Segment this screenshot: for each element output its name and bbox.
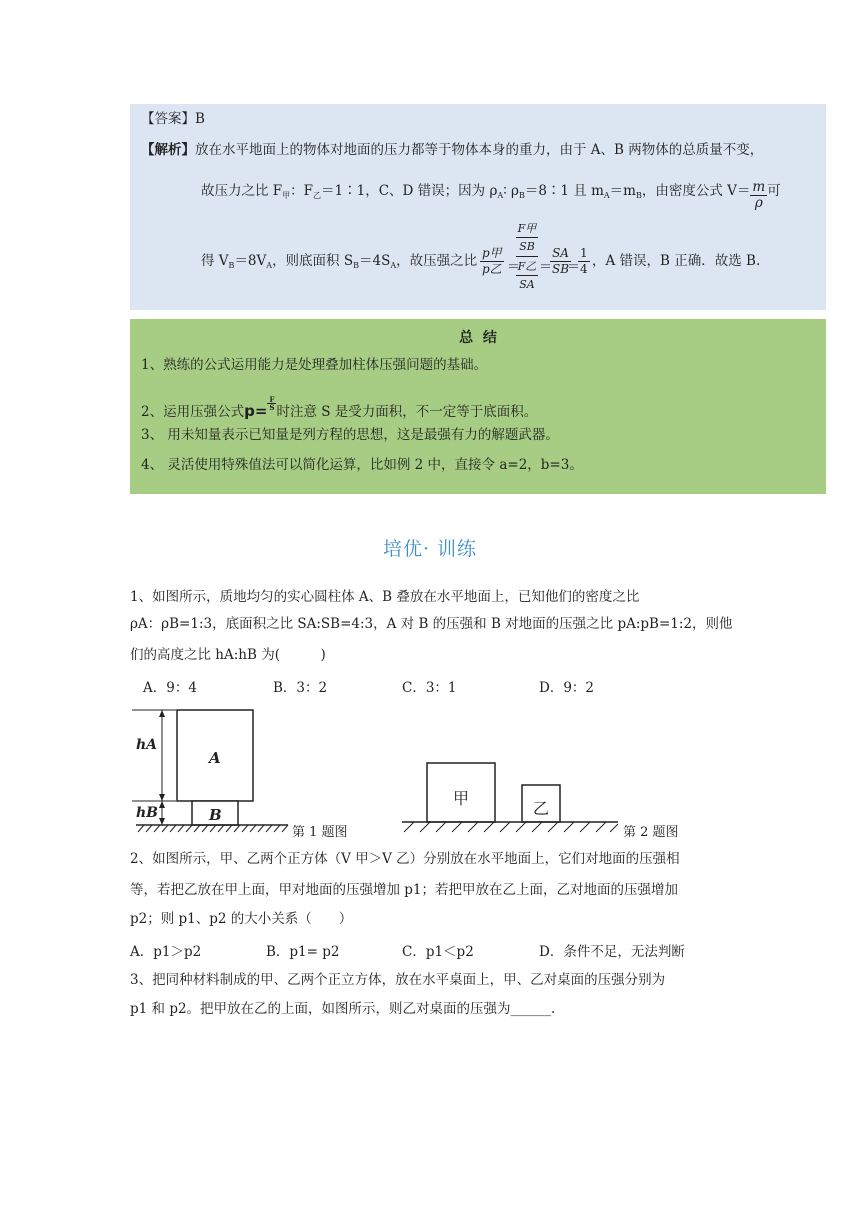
analysis-3b: ＝8V xyxy=(234,253,267,269)
q3-line-2: p1 和 p2。把甲放在乙的上面，如图所示，则乙对桌面的压强为______. xyxy=(130,1001,556,1017)
q2-option-b[interactable]: B．p1= p2 xyxy=(266,944,340,960)
ground-hatching xyxy=(404,822,618,832)
q1-line-1: 1、如图所示，质地均匀的实心圆柱体 A、B 叠放在水平地面上，已知他们的密度之比 xyxy=(130,589,640,605)
analysis-2-sub6: B xyxy=(635,191,642,200)
analysis-2-sub3: A xyxy=(497,191,504,200)
label-jia: 甲 xyxy=(453,789,470,808)
ground-hatching xyxy=(138,825,288,832)
analysis-line-3-tail: ，A 错误，B 正确．故选 B. xyxy=(592,253,761,269)
analysis-text-1: 放在水平地面上的物体对地面的压力都等于物体本身的重力，由于 A、B 两物体的总质量不变， xyxy=(195,142,764,158)
equals-sign-2: ＝ xyxy=(539,260,553,275)
analysis-line-1 xyxy=(141,141,763,159)
pressure-formula: p= xyxy=(244,402,268,420)
q1-option-c[interactable]: C．3：1 xyxy=(402,680,457,696)
analysis-2h: 可 xyxy=(767,183,781,199)
analysis-2-sub4: B xyxy=(518,191,525,200)
label-ha: hA xyxy=(136,737,158,753)
arrow-down-icon xyxy=(159,794,165,801)
q2-option-d[interactable]: D．条件不足，无法判断 xyxy=(539,944,685,960)
pressure-formula-fraction: $\frac{F}{S}$ xyxy=(269,395,275,412)
analysis-3a: 得 V xyxy=(201,253,229,269)
analysis-label: 【解析】 xyxy=(141,142,195,158)
equals-sign-1: ＝ xyxy=(507,260,521,275)
summary-item-2: 2、运用压强公式p= $\frac{F}{S}$ 时注意 S 是受力面积，不一定等于底面积。 xyxy=(141,395,538,420)
area-ratio-fraction: $\frac{SA}{SB}$ xyxy=(552,246,570,276)
label-a: A xyxy=(209,749,221,767)
analysis-line-3: 得 $V_B=8V_A$，则底面积 $S_B=4S_A$，故压强之比 xyxy=(201,253,478,270)
summary-title: 总 结 xyxy=(459,330,497,346)
label-b: B xyxy=(209,806,222,824)
q1-option-d[interactable]: D．9：2 xyxy=(539,680,595,696)
figure-2-caption: 第 2 题图 xyxy=(623,825,679,840)
answer-label: 【答案】 xyxy=(141,111,195,127)
force-area-fraction: F甲 SB F乙 SA xyxy=(517,222,537,291)
label-yi: 乙 xyxy=(533,799,550,818)
analysis-2-sub5: A xyxy=(603,191,610,200)
q2-line-3: p2；则 p1、p2 的大小关系（ ） xyxy=(130,911,353,927)
pressure-ratio-fraction: $\frac{\text{p甲}}{\text{p乙}}$ xyxy=(482,246,502,276)
q2-option-c[interactable]: C．p1＜p2 xyxy=(402,944,474,960)
figure-2-two-cubes xyxy=(398,760,623,840)
q1-option-a[interactable]: A．9：4 xyxy=(143,680,197,696)
q1-line-2: ρA：ρB=1:3，底面积之比 SA:SB=4:3，A 对 B 的压强和 B 对地面的压强之比 pA:pB=1:2，则他 xyxy=(130,616,733,632)
arrow-down-icon xyxy=(159,818,165,825)
summary-item-4: 4、 灵活使用特殊值法可以简化运算，比如例 2 中，直接令 a=2，b=3。 xyxy=(141,457,583,473)
q1-option-b[interactable]: B．3：2 xyxy=(273,680,328,696)
q2-line-2: 等，若把乙放在甲上面，甲对地面的压强增加 p1；若把甲放在乙上面，乙对地面的压强增加 xyxy=(130,882,679,898)
arrow-up-icon xyxy=(159,710,165,717)
label-hb: hB xyxy=(136,805,159,821)
analysis-2-sub2: 乙 xyxy=(313,191,322,200)
q3-line-1: 3、把同种材料制成的甲、乙两个正立方体，放在水平桌面上，甲、乙对桌面的压强分别为 xyxy=(130,972,666,988)
density-fraction: $\frac{m}{\rho}$ xyxy=(752,179,766,211)
quarter-fraction: $\frac{1}{4}$ xyxy=(580,246,588,276)
analysis-3e: ，故压强之比 xyxy=(396,253,478,269)
arrow-up-icon xyxy=(159,801,165,808)
equals-sign-3: ＝ xyxy=(567,260,581,275)
analysis-2g: ，由密度公式 V＝ xyxy=(641,183,751,199)
q2-option-a[interactable]: A．p1＞p2 xyxy=(130,944,202,960)
summary-item-1: 1、熟练的公式运用能力是处理叠加柱体压强问题的基础。 xyxy=(141,357,488,373)
analysis-3c: ，则底面积 S xyxy=(272,253,354,269)
analysis-2f: ＝m xyxy=(609,183,636,199)
figure-1-stacked-cylinders xyxy=(130,704,360,834)
analysis-2e: ＝8∶1 且 m xyxy=(524,183,604,199)
summary-item-3: 3、 用未知量表示已知量是列方程的思想，这是最强有力的解题武器。 xyxy=(141,427,559,443)
figure-1-caption: 第 1 题图 xyxy=(292,825,348,840)
analysis-line-2 xyxy=(201,180,781,211)
analysis-2b: ：F xyxy=(290,183,314,199)
answer-value: B xyxy=(195,111,205,127)
answer-line xyxy=(141,110,205,128)
analysis-2c: ＝1∶1，C、D 错误；因为 ρ xyxy=(321,183,498,199)
analysis-3d: ＝4S xyxy=(359,253,391,269)
section-title: 培优· 训练 xyxy=(382,538,478,560)
analysis-2d: ∶ ρ xyxy=(503,183,519,199)
analysis-2a: 故压力之比 F xyxy=(201,183,283,199)
q2-line-1: 2、如图所示，甲、乙两个正方体（V 甲＞V 乙）分别放在水平地面上，它们对地面的压强相 xyxy=(130,851,680,867)
analysis-2-sub1: 甲 xyxy=(282,191,291,200)
q1-line-3: 们的高度之比 hA:hB 为( ) xyxy=(130,647,326,663)
